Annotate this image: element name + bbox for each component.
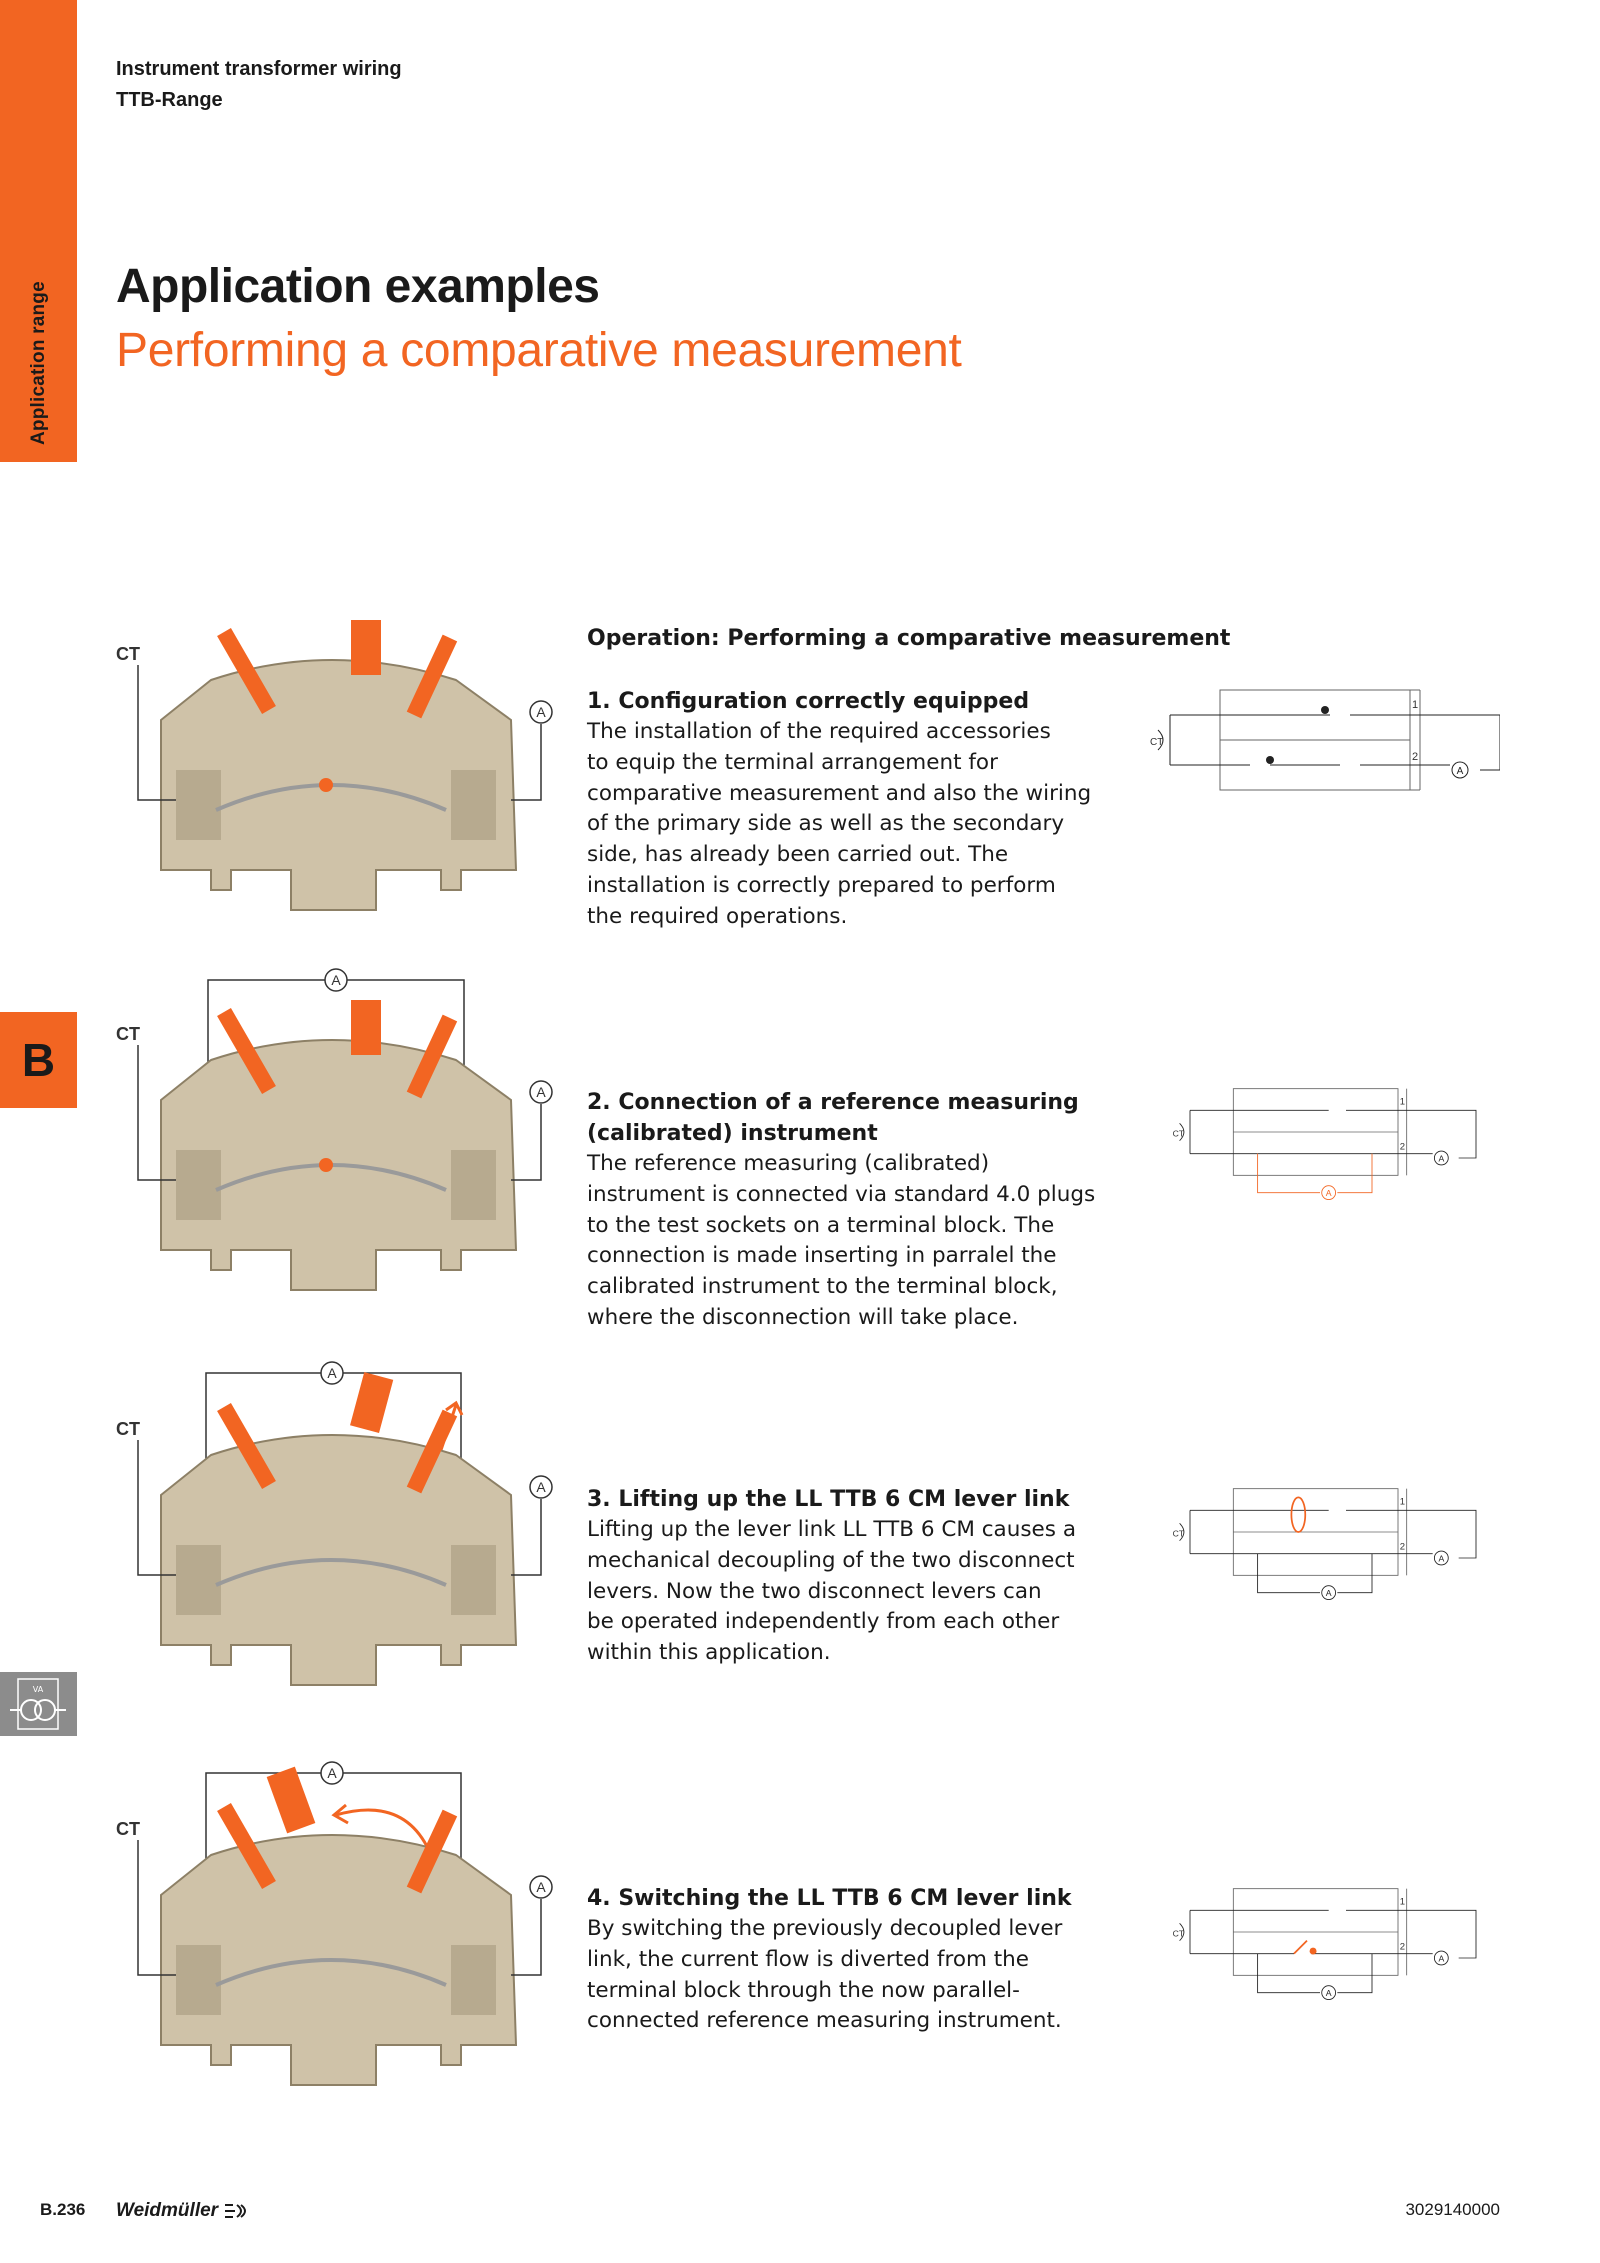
step-3-text: Lifting up the lever link LL TTB 6 CM causes a mechanical decoupling of the two disconnect levers. Now the two disconnect levers can be operated independently from each other within this application. xyxy=(587,1517,1076,1666)
step-4-text: By switching the previously decoupled lever link, the current flow is diverted from the terminal block through the now parallel- connected reference measuring instrument. xyxy=(587,1916,1063,2034)
page-number: B.236 xyxy=(40,2200,86,2219)
ammeter-label: A xyxy=(536,1084,546,1100)
svg-text:A: A xyxy=(1325,1188,1332,1199)
ammeter-label: A xyxy=(536,704,546,720)
transformer-icon-tab xyxy=(0,1672,77,1736)
svg-text:1: 1 xyxy=(1412,699,1419,711)
svg-text:1: 1 xyxy=(1399,1096,1406,1108)
svg-text:1: 1 xyxy=(1399,1496,1406,1508)
terminal-block-illustration-4 xyxy=(116,1755,556,2095)
svg-text:2: 2 xyxy=(1399,1541,1406,1553)
operation-heading: Operation: Performing a comparative measurement xyxy=(587,626,1231,651)
terminal-block-illustration-1 xyxy=(116,620,556,920)
svg-text:CT: CT xyxy=(1172,1128,1185,1139)
header-category: Instrument transformer wiring xyxy=(116,58,402,80)
ammeter-label: A xyxy=(536,1879,546,1895)
terminal-block-body xyxy=(161,620,516,910)
terminal-block-illustration-3 xyxy=(116,1355,556,1695)
svg-text:A: A xyxy=(1325,1588,1332,1599)
header-range: TTB-Range xyxy=(116,89,223,111)
page-title: Application examples xyxy=(116,260,600,313)
terminal-block-illustration-2 xyxy=(116,960,556,1300)
schematic-step-3 xyxy=(1140,1480,1500,1610)
ammeter-label: A xyxy=(536,1479,546,1495)
svg-text:CT: CT xyxy=(1172,1528,1185,1539)
transformer-icon-text: VA xyxy=(32,1685,44,1694)
catalogue-code: 3029140000 xyxy=(1405,2200,1500,2219)
transformer-icon xyxy=(0,1672,77,1736)
step-2-text: The reference measuring (calibrated) instrument is connected via standard 4.0 plugs to the test sockets on a terminal block. The connection is made inserting in parralel the calibrated instrument to the terminal block, where the disconnection will take place. xyxy=(587,1151,1096,1330)
ct-label: CT xyxy=(116,1419,140,1439)
step-3-title: 3. Lifting up the LL TTB 6 CM lever link xyxy=(587,1487,1070,1512)
ct-label: CT xyxy=(116,1819,140,1839)
step-2-title: 2. Connection of a reference measuring (calibrated) instrument xyxy=(587,1090,1079,1146)
step-1-title: 1. Configuration correctly equipped xyxy=(587,689,1030,714)
chapter-letter: B xyxy=(0,1012,77,1108)
schematic-step-2 xyxy=(1140,1080,1500,1210)
svg-text:A: A xyxy=(1456,766,1464,777)
ammeter-label: A xyxy=(327,1365,337,1381)
ammeter-label: A xyxy=(331,972,341,988)
step-4-title: 4. Switching the LL TTB 6 CM lever link xyxy=(587,1886,1072,1911)
svg-text:A: A xyxy=(1438,1953,1445,1964)
brand-mark-icon xyxy=(223,2202,249,2220)
svg-text:CT: CT xyxy=(1150,737,1164,748)
svg-text:CT: CT xyxy=(1172,1928,1185,1939)
page-subtitle: Performing a comparative measurement xyxy=(116,324,962,377)
step-1-text: The installation of the required accessories to equip the terminal arrangement for comparative measurement and also the wiring of the primary side as well as the secondary side, has already been carried out. The installation is correctly prepared to perform the required operations. xyxy=(587,719,1092,929)
svg-text:1: 1 xyxy=(1399,1896,1406,1908)
section-label: Application range xyxy=(28,281,49,445)
brand-logo xyxy=(116,2200,249,2222)
brand-name: Weidmüller xyxy=(116,2200,219,2221)
schematic-step-1 xyxy=(1140,680,1500,810)
svg-text:A: A xyxy=(1325,1988,1332,1999)
svg-text:A: A xyxy=(1438,1553,1445,1564)
ct-label: CT xyxy=(116,1024,140,1044)
ammeter-label: A xyxy=(327,1765,337,1781)
svg-text:2: 2 xyxy=(1399,1141,1406,1153)
svg-text:2: 2 xyxy=(1412,751,1419,763)
schematic-step-4 xyxy=(1140,1880,1500,2010)
svg-text:A: A xyxy=(1438,1153,1445,1164)
svg-text:2: 2 xyxy=(1399,1941,1406,1953)
ct-label: CT xyxy=(116,644,140,664)
